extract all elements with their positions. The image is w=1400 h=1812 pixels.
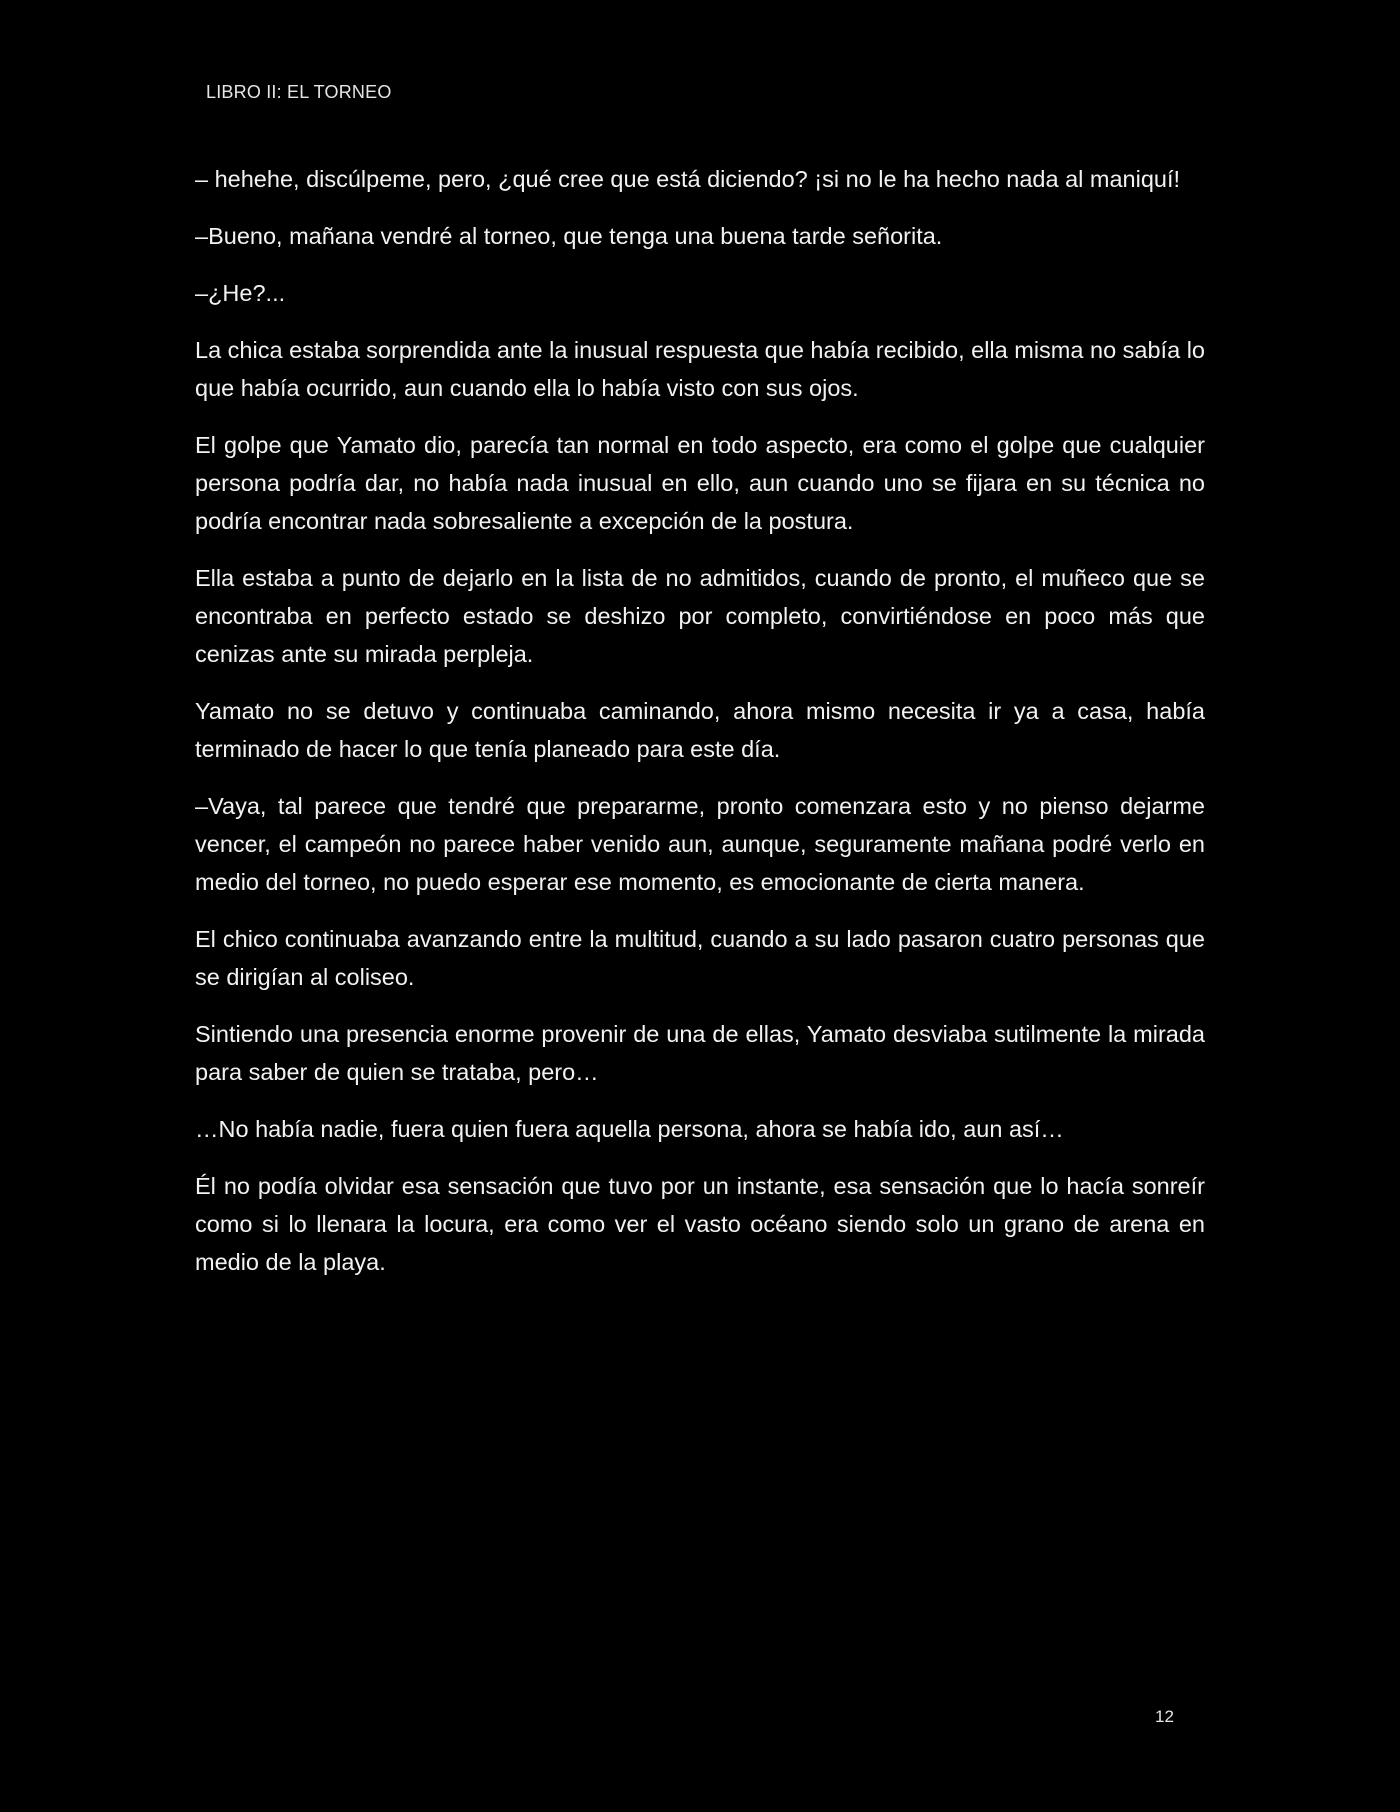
page-body: [195, 160, 1205, 1300]
paragraph: El chico continuaba avanzando entre la multitud, cuando a su lado pasaron cuatro personas que se dirigían al coliseo.: [195, 926, 1205, 990]
paragraph: –Bueno, mañana vendré al torneo, que tenga una buena tarde señorita.: [195, 223, 943, 249]
paragraph: –¿He?...: [195, 280, 286, 306]
paragraph: Él no podía olvidar esa sensación que tuvo por un instante, esa sensación que lo hacía sonreír como si lo llenara la locura, era como ver el vasto océano siendo solo un grano de arena en medio de la playa.: [195, 1173, 1205, 1275]
paragraph: Sintiendo una presencia enorme provenir de una de ellas, Yamato desviaba sutilmente la mirada para saber de quien se trataba, pero…: [195, 1021, 1205, 1085]
paragraph: Yamato no se detuvo y continuaba caminando, ahora mismo necesita ir ya a casa, había terminado de hacer lo que tenía planeado para este día.: [195, 698, 1205, 762]
running-header: LIBRO II: EL TORNEO: [206, 82, 392, 102]
paragraph: Ella estaba a punto de dejarlo en la lista de no admitidos, cuando de pronto, el muñeco que se encontraba en perfecto estado se deshizo por completo, convirtiéndose en poco más que cenizas ante su mirada perpleja.: [195, 565, 1205, 667]
paragraph: El golpe que Yamato dio, parecía tan normal en todo aspecto, era como el golpe que cualquier persona podría dar, no había nada inusual en ello, aun cuando uno se fijara en su técnica no podría encontrar nada sobresaliente a excepción de la postura.: [195, 432, 1205, 534]
paragraph: –Vaya, tal parece que tendré que prepararme, pronto comenzara esto y no pienso dejarme vencer, el campeón no parece haber venido aun, aunque, seguramente mañana podré verlo en medio del torneo, no puedo esperar ese momento, es emocionante de cierta manera.: [195, 793, 1205, 895]
page-number: 12: [1155, 1707, 1174, 1726]
paragraph: …No había nadie, fuera quien fuera aquella persona, ahora se había ido, aun así…: [195, 1116, 1064, 1142]
paragraph: La chica estaba sorprendida ante la inusual respuesta que había recibido, ella misma no sabía lo que había ocurrido, aun cuando ella lo había visto con sus ojos.: [195, 337, 1205, 401]
paragraph: – hehehe, discúlpeme, pero, ¿qué cree que está diciendo? ¡si no le ha hecho nada al maniquí!: [195, 166, 1181, 192]
